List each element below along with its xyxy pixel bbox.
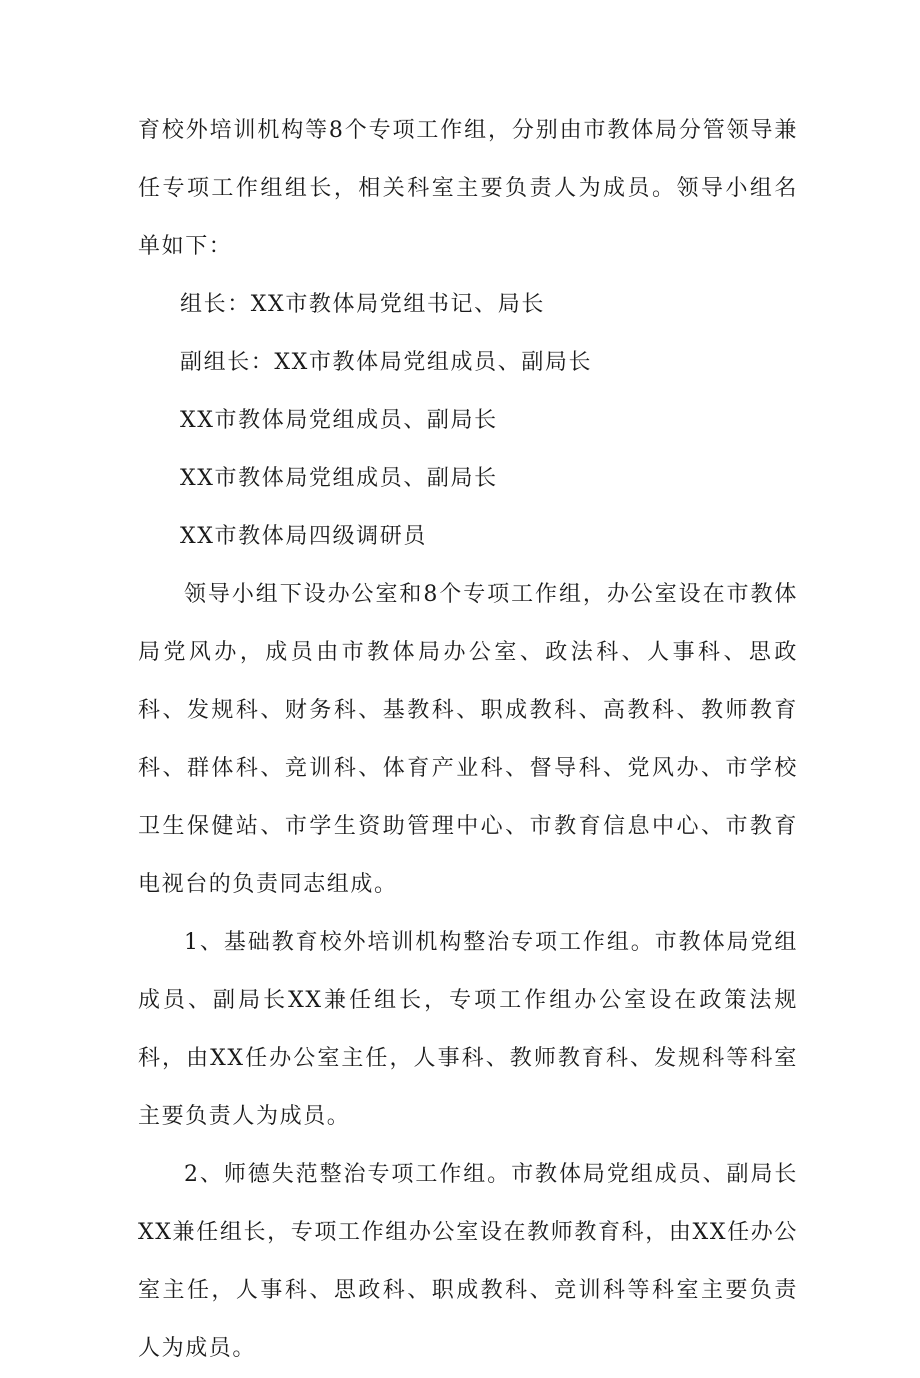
member-line: XX市教体局党组成员、副局长 <box>180 466 498 491</box>
member-line: XX市教体局四级调研员 <box>180 524 427 549</box>
document-body <box>138 102 798 1378</box>
office-paragraph: 领导小组下设办公室和8个专项工作组，办公室设在市教体局党风办，成员由市教体局办公室、政法科、人事科、思政科、发规科、财务科、基教科、职成教科、高教科、教师教育科、群体科、竞训科、体育产业科、督导科、党风办、市学校卫生保健站、市学生资助管理中心、市教育信息中心、市教育电视台的负责同志组成。 <box>138 582 798 897</box>
leader-line: 组长：XX市教体局党组书记、局长 <box>180 292 545 317</box>
group-2-paragraph: 2、师德失范整治专项工作组。市教体局党组成员、副局长XX兼任组长，专项工作组办公室设在教师教育科，由XX任办公室主任，人事科、思政科、职成教科、竞训科等科室主要负责人为成员。 <box>138 1162 798 1361</box>
intro-paragraph: 育校外培训机构等8个专项工作组，分别由市教体局分管领导兼任专项工作组组长，相关科室主要负责人为成员。领导小组名单如下： <box>138 118 798 259</box>
group-1-paragraph: 1、基础教育校外培训机构整治专项工作组。市教体局党组成员、副局长XX兼任组长，专项工作组办公室设在政策法规科，由XX任办公室主任，人事科、教师教育科、发规科等科室主要负责人为成员。 <box>138 930 798 1129</box>
deputy-leader-line: 副组长：XX市教体局党组成员、副局长 <box>180 350 593 375</box>
member-line: XX市教体局党组成员、副局长 <box>180 408 498 433</box>
